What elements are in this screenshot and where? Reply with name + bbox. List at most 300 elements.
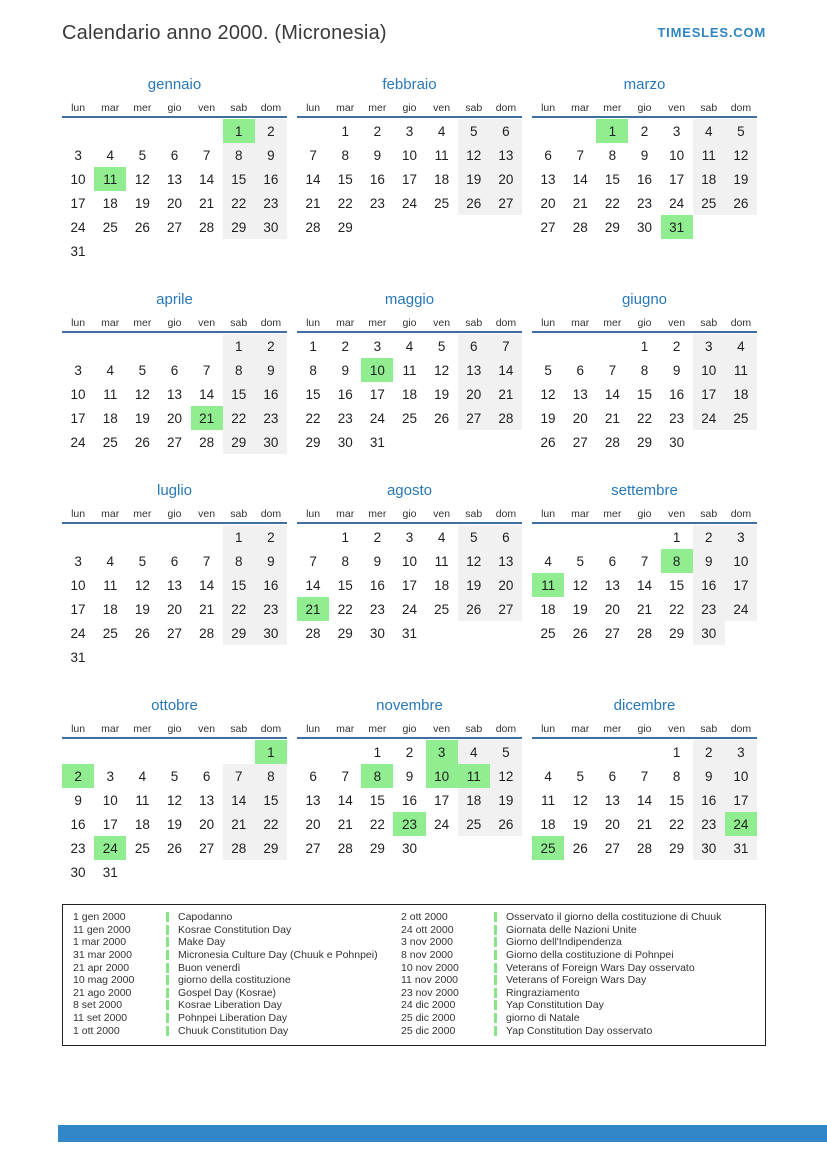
week-row — [62, 549, 287, 573]
legend-entry — [401, 911, 765, 924]
legend-date: 1 mar 2000 — [73, 936, 127, 949]
empty-day-cell — [458, 836, 490, 860]
day-cell: 23 — [693, 812, 725, 836]
day-cell: 4 — [544, 553, 552, 569]
day-cell: 16 — [693, 788, 725, 812]
day-cell: 23 — [636, 195, 652, 211]
empty-day-cell — [158, 334, 190, 358]
day-cell: 12 — [725, 143, 757, 167]
day-cell: 22 — [669, 816, 685, 832]
weekday-label: dom — [730, 317, 752, 329]
day-cell: 13 — [305, 792, 321, 808]
week-row — [532, 119, 757, 143]
holiday-marker-icon — [494, 1026, 497, 1036]
week-row — [532, 191, 757, 215]
month-title: luglio — [156, 482, 193, 499]
day-cell: 27 — [199, 840, 215, 856]
day-cell: 9 — [255, 358, 287, 382]
day-cell: 26 — [134, 434, 150, 450]
day-cell: 24 — [669, 195, 685, 211]
day-cell: 13 — [490, 549, 522, 573]
week-row — [62, 430, 287, 454]
day-cell: 30 — [401, 840, 417, 856]
day-cell: 24 — [434, 816, 450, 832]
day-cell: 15 — [604, 171, 620, 187]
holiday-marker-icon — [166, 1026, 169, 1036]
day-cell: 12 — [540, 386, 556, 402]
week-row — [532, 740, 757, 764]
holiday-day-cell: 23 — [393, 812, 425, 836]
empty-day-cell — [490, 215, 522, 239]
day-cell: 29 — [305, 434, 321, 450]
week-row — [532, 788, 757, 812]
month-title: novembre — [376, 697, 443, 714]
day-cell: 29 — [337, 625, 353, 641]
day-cell: 27 — [458, 406, 490, 430]
day-cell: 6 — [608, 768, 617, 784]
weekday-label: lun — [71, 317, 86, 329]
day-cell: 14 — [223, 788, 255, 812]
holiday-day-cell: 1 — [223, 119, 255, 143]
weekday-label: mar — [101, 723, 120, 735]
empty-day-cell — [532, 525, 564, 549]
empty-day-cell — [693, 430, 725, 454]
day-cell: 4 — [405, 338, 414, 354]
page-header — [0, 0, 827, 45]
day-cell: 10 — [725, 764, 757, 788]
empty-day-cell — [693, 215, 725, 239]
day-cell: 16 — [255, 382, 287, 406]
legend-holiday-name: Capodanno — [178, 911, 233, 924]
empty-day-cell — [564, 525, 596, 549]
day-cell: 6 — [576, 362, 584, 378]
month-aprile — [62, 291, 287, 454]
week-row — [297, 167, 522, 191]
day-cell: 11 — [402, 362, 417, 378]
month-title: dicembre — [613, 697, 676, 714]
day-cell: 30 — [255, 215, 287, 239]
empty-day-cell — [94, 239, 126, 263]
legend-holiday-name: Yap Constitution Day osservato — [506, 1024, 653, 1037]
weekday-label: gio — [167, 102, 182, 114]
legend-entry — [73, 949, 401, 962]
weekday-label: dom — [495, 508, 517, 520]
day-cell: 15 — [255, 788, 287, 812]
legend-date: 24 ott 2000 — [401, 923, 454, 936]
weekday-label: mar — [336, 102, 355, 114]
legend-date: 21 ago 2000 — [73, 986, 132, 999]
day-cell: 22 — [223, 191, 255, 215]
day-cell: 7 — [202, 362, 211, 378]
weekday-label: gio — [637, 723, 652, 735]
day-cell: 1 — [341, 529, 349, 545]
week-row — [62, 525, 287, 549]
legend-entry — [401, 1012, 765, 1025]
week-row — [297, 191, 522, 215]
month-header-rule — [297, 116, 522, 118]
day-cell: 10 — [401, 553, 417, 569]
weekday-label: gio — [402, 508, 417, 520]
empty-day-cell — [255, 860, 287, 884]
day-cell: 2 — [405, 744, 414, 760]
week-row — [297, 597, 522, 621]
day-cell: 28 — [305, 625, 321, 641]
weekday-label: ven — [668, 723, 686, 735]
day-cell: 13 — [490, 143, 522, 167]
holiday-day-cell: 21 — [297, 597, 329, 621]
day-cell: 5 — [437, 338, 446, 354]
empty-day-cell — [564, 119, 596, 143]
day-cell: 4 — [106, 147, 114, 163]
day-cell: 10 — [725, 549, 757, 573]
legend-date: 1 gen 2000 — [73, 911, 126, 924]
day-cell: 19 — [490, 788, 522, 812]
week-row — [62, 788, 287, 812]
day-cell: 4 — [725, 334, 757, 358]
day-cell: 3 — [405, 529, 414, 545]
legend-date: 8 nov 2000 — [401, 949, 453, 962]
week-row — [62, 740, 287, 764]
day-cell: 18 — [434, 577, 450, 593]
week-row — [62, 764, 287, 788]
day-cell: 21 — [572, 195, 588, 211]
day-cell: 28 — [337, 840, 353, 856]
day-cell: 7 — [640, 553, 649, 569]
day-cell: 24 — [725, 597, 757, 621]
day-cell: 3 — [106, 768, 114, 784]
weekday-label: mer — [368, 317, 387, 329]
day-cell: 10 — [401, 147, 417, 163]
weekday-label: mar — [336, 508, 355, 520]
week-row — [62, 597, 287, 621]
weekday-label: lun — [71, 102, 86, 114]
day-cell: 28 — [305, 219, 321, 235]
day-cell: 20 — [305, 816, 321, 832]
holiday-day-cell: 31 — [661, 215, 693, 239]
day-cell: 24 — [70, 625, 86, 641]
weekday-label: mer — [133, 723, 152, 735]
empty-day-cell — [126, 645, 158, 669]
day-cell: 16 — [337, 386, 353, 402]
month-header-rule — [532, 331, 757, 333]
empty-day-cell — [490, 430, 522, 454]
week-row — [532, 597, 757, 621]
day-cell: 3 — [725, 525, 757, 549]
holiday-marker-icon — [166, 1013, 169, 1023]
day-cell: 2 — [255, 119, 287, 143]
week-row — [532, 382, 757, 406]
day-cell: 26 — [572, 625, 588, 641]
month-title: giugno — [621, 291, 668, 308]
day-cell: 26 — [458, 191, 490, 215]
day-cell: 19 — [725, 167, 757, 191]
legend-entry — [401, 949, 765, 962]
day-cell: 2 — [640, 123, 649, 139]
empty-day-cell — [426, 621, 458, 645]
weekday-header-row — [297, 506, 522, 522]
day-cell: 28 — [199, 219, 215, 235]
empty-day-cell — [126, 119, 158, 143]
day-cell: 1 — [640, 338, 649, 354]
day-cell: 29 — [223, 621, 255, 645]
week-row — [532, 143, 757, 167]
legend-date: 21 apr 2000 — [73, 961, 130, 974]
weekday-header-row — [297, 100, 522, 116]
day-cell: 8 — [608, 147, 617, 163]
day-cell: 9 — [255, 143, 287, 167]
day-cell: 8 — [223, 358, 255, 382]
weekday-label: mer — [133, 102, 152, 114]
holiday-marker-icon — [166, 1000, 169, 1010]
week-row — [297, 382, 522, 406]
day-cell: 17 — [70, 195, 86, 211]
site-link[interactable]: TIMESLES.COM — [657, 25, 766, 40]
weekday-header-row — [62, 721, 287, 737]
day-cell: 21 — [223, 812, 255, 836]
day-cell: 29 — [223, 215, 255, 239]
day-cell: 26 — [434, 410, 450, 426]
holiday-marker-icon — [166, 975, 169, 985]
day-cell: 14 — [305, 577, 321, 593]
weekday-label: dom — [495, 723, 517, 735]
day-cell: 5 — [725, 119, 757, 143]
week-row — [62, 143, 287, 167]
legend-holiday-name: Make Day — [178, 936, 226, 949]
day-cell: 11 — [541, 792, 556, 808]
weekday-label: mer — [603, 317, 622, 329]
legend-holiday-name: Pohnpei Liberation Day — [178, 1012, 288, 1025]
legend-entry — [73, 999, 401, 1012]
day-cell: 21 — [199, 601, 215, 617]
day-cell: 20 — [490, 573, 522, 597]
legend-holiday-name: Yap Constitution Day — [506, 999, 604, 1012]
day-cell: 26 — [572, 840, 588, 856]
day-cell: 15 — [337, 171, 353, 187]
day-cell: 7 — [202, 147, 211, 163]
day-cell: 30 — [337, 434, 353, 450]
day-cell: 12 — [458, 549, 490, 573]
holiday-day-cell: 10 — [426, 764, 458, 788]
day-cell: 1 — [309, 338, 317, 354]
day-cell: 21 — [305, 195, 321, 211]
day-cell: 21 — [604, 410, 620, 426]
day-cell: 27 — [540, 219, 556, 235]
day-cell: 25 — [401, 410, 417, 426]
day-cell: 9 — [373, 147, 382, 163]
weekday-header-row — [62, 315, 287, 331]
day-cell: 23 — [337, 410, 353, 426]
weekday-header-row — [532, 506, 757, 522]
month-header-rule — [62, 116, 287, 118]
holiday-marker-icon — [494, 950, 497, 960]
day-cell: 28 — [572, 219, 588, 235]
day-cell: 23 — [255, 191, 287, 215]
empty-day-cell — [725, 215, 757, 239]
legend-entry — [401, 987, 765, 1000]
empty-day-cell — [191, 860, 223, 884]
day-cell: 17 — [693, 382, 725, 406]
empty-day-cell — [329, 740, 361, 764]
day-cell: 1 — [672, 744, 681, 760]
day-cell: 22 — [604, 195, 620, 211]
weekday-label: mar — [571, 723, 590, 735]
month-maggio — [297, 291, 522, 454]
day-cell: 4 — [106, 553, 114, 569]
weekday-label: ven — [433, 102, 451, 114]
day-cell: 28 — [604, 434, 620, 450]
weekday-label: lun — [541, 723, 556, 735]
day-cell: 5 — [458, 525, 490, 549]
empty-day-cell — [393, 430, 425, 454]
month-marzo — [532, 76, 757, 239]
month-header-rule — [297, 331, 522, 333]
day-cell: 27 — [305, 840, 321, 856]
day-cell: 30 — [669, 434, 685, 450]
day-cell: 20 — [166, 195, 182, 211]
day-cell: 26 — [134, 219, 150, 235]
weekday-label: sab — [465, 508, 483, 520]
day-cell: 23 — [255, 597, 287, 621]
day-cell: 28 — [490, 406, 522, 430]
day-cell: 16 — [70, 816, 86, 832]
day-cell: 21 — [337, 816, 353, 832]
weekday-label: gio — [167, 317, 182, 329]
day-cell: 12 — [458, 143, 490, 167]
day-cell: 7 — [341, 768, 349, 784]
empty-day-cell — [94, 740, 126, 764]
empty-day-cell — [158, 740, 190, 764]
day-cell: 10 — [70, 171, 86, 187]
day-cell: 25 — [693, 191, 725, 215]
empty-day-cell — [126, 334, 158, 358]
month-header-rule — [62, 522, 287, 524]
weekday-label: sab — [230, 102, 248, 114]
day-cell: 16 — [369, 577, 385, 593]
day-cell: 11 — [103, 577, 118, 593]
day-cell: 19 — [540, 410, 556, 426]
day-cell: 2 — [255, 334, 287, 358]
week-row — [297, 764, 522, 788]
day-cell: 13 — [166, 171, 182, 187]
day-cell: 7 — [576, 147, 584, 163]
day-cell: 25 — [102, 434, 118, 450]
day-cell: 6 — [608, 553, 617, 569]
weekday-label: gio — [637, 508, 652, 520]
day-cell: 6 — [490, 525, 522, 549]
holiday-marker-icon — [166, 950, 169, 960]
weekday-label: lun — [71, 723, 86, 735]
day-cell: 25 — [725, 406, 757, 430]
day-cell: 7 — [202, 553, 211, 569]
empty-day-cell — [458, 430, 490, 454]
holiday-marker-icon — [494, 925, 497, 935]
holiday-day-cell: 2 — [62, 764, 94, 788]
day-cell: 20 — [458, 382, 490, 406]
empty-day-cell — [191, 239, 223, 263]
holiday-marker-icon — [166, 963, 169, 973]
week-row — [532, 836, 757, 860]
day-cell: 22 — [369, 816, 385, 832]
week-row — [532, 215, 757, 239]
week-row — [62, 406, 287, 430]
legend-date: 11 set 2000 — [73, 1012, 128, 1025]
day-cell: 10 — [102, 792, 118, 808]
weekday-label: dom — [495, 317, 517, 329]
week-row — [532, 167, 757, 191]
month-dicembre — [532, 697, 757, 860]
weekday-label: mer — [603, 508, 622, 520]
day-cell: 27 — [166, 434, 182, 450]
day-cell: 18 — [458, 788, 490, 812]
day-cell: 30 — [693, 621, 725, 645]
day-cell: 3 — [672, 123, 681, 139]
empty-day-cell — [158, 860, 190, 884]
empty-day-cell — [596, 525, 628, 549]
weekday-label: dom — [260, 723, 282, 735]
day-cell: 11 — [135, 792, 150, 808]
day-cell: 16 — [669, 386, 685, 402]
day-cell: 26 — [490, 812, 522, 836]
day-cell: 30 — [693, 836, 725, 860]
day-cell: 2 — [255, 525, 287, 549]
holiday-marker-icon — [166, 937, 169, 947]
week-row — [532, 334, 757, 358]
weekday-label: lun — [306, 723, 321, 735]
day-cell: 5 — [576, 553, 584, 569]
week-row — [532, 358, 757, 382]
day-cell: 6 — [458, 334, 490, 358]
day-cell: 16 — [401, 792, 417, 808]
day-cell: 25 — [102, 219, 118, 235]
day-cell: 5 — [458, 119, 490, 143]
week-row — [532, 430, 757, 454]
weekday-label: dom — [260, 317, 282, 329]
legend-holiday-name: Osservato il giorno della costituzione di Chuuk — [506, 911, 722, 924]
day-cell: 15 — [305, 386, 321, 402]
day-cell: 9 — [405, 768, 414, 784]
week-row — [62, 645, 287, 669]
day-cell: 17 — [401, 171, 417, 187]
empty-day-cell — [393, 215, 425, 239]
holiday-day-cell: 10 — [361, 358, 393, 382]
day-cell: 20 — [540, 195, 556, 211]
day-cell: 18 — [134, 816, 150, 832]
day-cell: 18 — [102, 601, 118, 617]
week-row — [532, 525, 757, 549]
empty-day-cell — [126, 740, 158, 764]
legend-holiday-name: Veterans of Foreign Wars Day — [506, 974, 647, 987]
day-cell: 15 — [223, 573, 255, 597]
weekday-label: gio — [402, 102, 417, 114]
holiday-day-cell: 1 — [255, 740, 287, 764]
week-row — [297, 430, 522, 454]
weekday-label: gio — [637, 317, 652, 329]
day-cell: 14 — [636, 577, 652, 593]
day-cell: 30 — [255, 430, 287, 454]
week-row — [297, 525, 522, 549]
day-cell: 29 — [636, 434, 652, 450]
legend-entry — [73, 1012, 401, 1025]
day-cell: 9 — [373, 553, 382, 569]
day-cell: 10 — [70, 577, 86, 593]
legend-date: 1 ott 2000 — [73, 1024, 120, 1037]
weekday-label: sab — [700, 317, 718, 329]
day-cell: 20 — [166, 601, 182, 617]
weekday-label: lun — [306, 102, 321, 114]
month-gennaio — [62, 76, 287, 263]
day-cell: 18 — [540, 816, 556, 832]
holiday-marker-icon — [494, 1000, 497, 1010]
